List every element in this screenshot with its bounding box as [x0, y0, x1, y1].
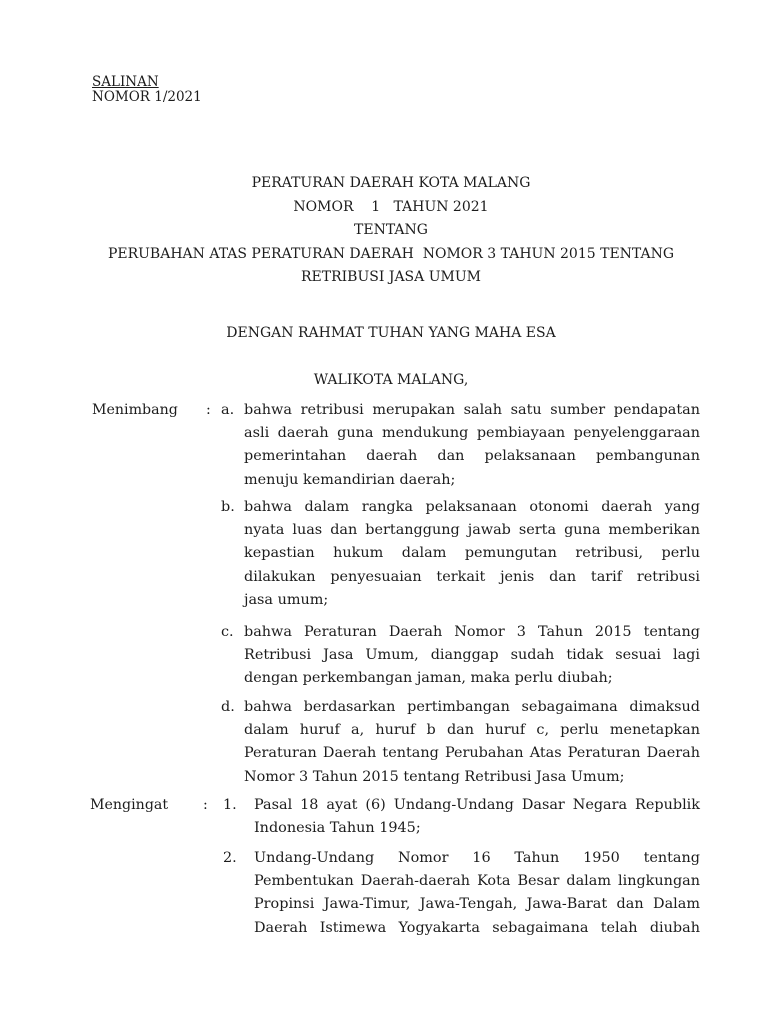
- copy-header: [92, 75, 202, 105]
- title-line-4: PERUBAHAN ATAS PERATURAN DAERAH NOMOR 3 TAHUN 2015 TENTANG: [107, 245, 675, 262]
- item-mark: 2.: [223, 850, 237, 866]
- text-line: jasa umum;: [244, 591, 329, 608]
- text-line: dengan perkembangan jaman, maka perlu diubah;: [244, 670, 613, 687]
- item-text: [244, 496, 700, 612]
- text-line: bahwa berdasarkan pertimbangan sebagaimana dimaksud: [244, 699, 700, 715]
- text-line: Propinsi Jawa-Timur, Jawa-Tengah, Jawa-Barat dan Dalam: [254, 896, 700, 913]
- text-line: asli daerah guna mendukung pembiayaan penyelenggaraan: [244, 425, 700, 442]
- title-line-3: TENTANG: [354, 222, 428, 238]
- item-mark: b.: [221, 499, 235, 515]
- text-line: pemerintahan daerah dan pelaksanaan pembangunan: [244, 448, 700, 465]
- item-mark: d.: [221, 699, 235, 715]
- text-line: Peraturan Daerah tentang Perubahan Atas Peraturan Daerah: [244, 745, 700, 762]
- mengingat-colon: :: [203, 797, 208, 813]
- text-line: bahwa retribusi merupakan salah satu sumber pendapatan: [244, 402, 700, 418]
- text-line: Indonesia Tahun 1945;: [254, 820, 421, 837]
- text-line: dalam huruf a, huruf b dan huruf c, perlu menetapkan: [244, 722, 700, 739]
- item-mark: a.: [221, 402, 235, 418]
- title-line-5: RETRIBUSI JASA UMUM: [301, 269, 481, 285]
- item-text: [244, 696, 700, 789]
- title-line-1: PERATURAN DAERAH KOTA MALANG: [251, 175, 531, 191]
- menimbang-colon: :: [206, 402, 211, 418]
- invocation: DENGAN RAHMAT TUHAN YANG MAHA ESA: [226, 324, 556, 341]
- item-text: [254, 794, 700, 840]
- text-line: menuju kemandirian daerah;: [244, 471, 456, 488]
- walikota-heading: WALIKOTA MALANG,: [313, 372, 469, 388]
- text-line: bahwa Peraturan Daerah Nomor 3 Tahun 2015 tentang: [244, 624, 700, 640]
- regulation-title: [0, 172, 768, 393]
- copy-number: NOMOR 1/2021: [92, 89, 202, 105]
- text-line: Undang-Undang Nomor 16 Tahun 1950 tentang: [254, 850, 700, 866]
- text-line: bahwa dalam rangka pelaksanaan otonomi daerah yang: [244, 499, 700, 515]
- copy-label: SALINAN: [92, 74, 159, 90]
- text-line: Daerah Istimewa Yogyakarta sebagaimana telah diubah: [254, 919, 700, 936]
- mengingat-label: Mengingat: [90, 797, 169, 813]
- text-line: Retribusi Jasa Umum, dianggap sudah tidak sesuai lagi: [244, 647, 700, 664]
- text-line: Pasal 18 ayat (6) Undang-Undang Dasar Negara Republik: [254, 797, 700, 813]
- item-text: [244, 621, 700, 691]
- text-line: Nomor 3 Tahun 2015 tentang Retribusi Jasa Umum;: [244, 768, 625, 785]
- text-line: Pembentukan Daerah-daerah Kota Besar dalam lingkungan: [254, 873, 700, 890]
- item-mark: c.: [221, 624, 234, 640]
- menimbang-label: Menimbang: [92, 402, 178, 418]
- item-mark: 1.: [223, 797, 237, 813]
- text-line: kepastian hukum dalam pemungutan retribusi, perlu: [244, 545, 700, 562]
- item-text: [254, 847, 700, 940]
- text-line: dilakukan penyesuaian terkait jenis dan tarif retribusi: [244, 568, 700, 585]
- text-line: nyata luas dan bertanggung jawab serta guna memberikan: [244, 522, 700, 539]
- item-text: [244, 399, 700, 492]
- title-line-2: NOMOR 1 TAHUN 2021: [293, 198, 489, 215]
